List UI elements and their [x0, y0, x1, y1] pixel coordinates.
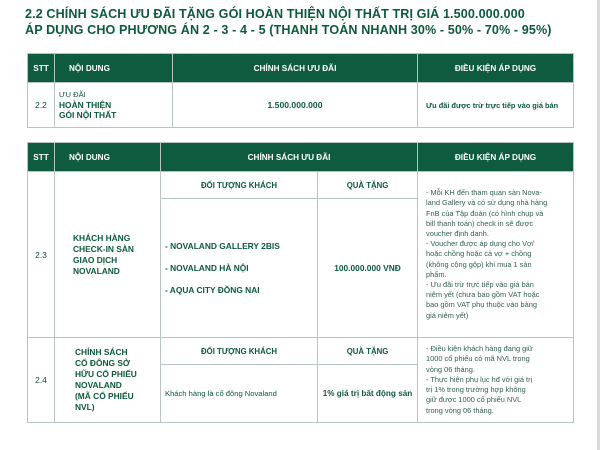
header-stt: STT: [28, 54, 55, 83]
section-heading: [25, 6, 595, 38]
row-title-line: NOVALAND: [73, 265, 120, 276]
row-stt: 2.3: [28, 172, 55, 338]
row-title: [55, 338, 161, 423]
content-prefix: ƯU ĐÃI: [59, 90, 86, 99]
condition-line: (không cộng gộp) khi mua 1 sản: [426, 259, 532, 269]
row-condition: Ưu đãi được trừ trực tiếp vào giá bán: [418, 83, 574, 128]
row-condition: [418, 338, 574, 423]
row-title-line: CHÍNH SÁCH: [75, 347, 128, 357]
condition-line: voucher định danh.: [426, 228, 489, 238]
subheader-target: ĐỐI TƯỢNG KHÁCH: [161, 172, 318, 199]
row-title-line: CHECK-IN SÀN: [73, 243, 134, 254]
subheader-target: ĐỐI TƯỢNG KHÁCH: [161, 338, 318, 365]
target-value: Khách hàng là cổ đông Novaland: [161, 365, 318, 423]
row-title-line: GIAO DỊCH: [73, 254, 118, 265]
header-condition: ĐIỀU KIỆN ÁP DỤNG: [418, 54, 574, 83]
table-header-row: [28, 54, 574, 83]
row-stt: 2.4: [28, 338, 55, 423]
condition-line: trị 1% trong trường hợp không: [426, 385, 526, 395]
condition-line: 1000 cổ phiếu có mã NVL trong: [426, 354, 530, 364]
condition-line: trong vòng 06 tháng.: [426, 405, 494, 415]
gift-value: 100.000.000 VNĐ: [318, 199, 418, 338]
row-title-line: KHÁCH HÀNG: [73, 232, 131, 243]
row-stt: 2.2: [28, 83, 55, 128]
policy-table-1: [27, 53, 574, 128]
table-row: [28, 172, 574, 199]
condition-line: - Thực hiện phụ lục hđ với giá trị: [426, 374, 533, 384]
condition-line: land Gallery và có sử dụng nhà hàng: [426, 198, 548, 208]
condition-line: FnB của Tập đoàn (có hình chụp và: [426, 208, 544, 218]
table-row: [28, 83, 574, 128]
header-policy: CHÍNH SÁCH ƯU ĐÃI: [173, 54, 418, 83]
header-stt: STT: [28, 143, 55, 172]
target-item: - NOVALAND HÀ NỘI: [165, 263, 249, 273]
content-main-1: HOÀN THIỆN: [59, 100, 112, 110]
condition-line: giá niêm yết): [426, 310, 469, 320]
row-title-line: (MÃ CỔ PHIẾU: [75, 391, 134, 401]
condition-line: bill thanh toán) check in sẽ được: [426, 218, 534, 228]
target-item: - AQUA CITY ĐỒNG NAI: [165, 285, 260, 295]
condition-line: - Ưu đãi trừ trực tiếp vào giá bán: [426, 280, 534, 289]
condition-line: phẩm.: [426, 269, 447, 279]
target-list: [161, 199, 318, 338]
condition-line: bao gồm VAT phụ thuộc vào bảng: [426, 300, 537, 310]
heading-line-2: ÁP DỤNG CHO PHƯƠNG ÁN 2 - 3 - 4 - 5 (THANH TOÁN NHANH 30% - 50% - 70% - 95%): [25, 23, 552, 37]
content-main-2: GÓI NỘI THẤT: [59, 110, 117, 120]
row-title-line: CỔ ĐÔNG SỞ: [75, 358, 131, 368]
header-content: NỘI DUNG: [55, 143, 161, 172]
condition-line: vòng 06 tháng.: [426, 364, 475, 374]
row-condition: [418, 172, 574, 338]
subheader-gift: QUÀ TẶNG: [318, 338, 418, 365]
header-content: NỘI DUNG: [55, 54, 173, 83]
policy-table-2: [27, 142, 574, 423]
condition-line: - Voucher được áp dụng cho Vợ/: [426, 239, 534, 249]
condition-line: - Mỗi KH đến tham quan sàn Nova-: [426, 188, 542, 198]
table-row: [28, 338, 574, 365]
gift-value: 1% giá trị bất động sản: [318, 365, 418, 423]
heading-line-1: 2.2 CHÍNH SÁCH ƯU ĐÃI TẶNG GÓI HOÀN THIỆN NỘI THẤT TRỊ GIÁ 1.500.000.000: [25, 7, 525, 21]
table-header-row: [28, 143, 574, 172]
condition-line: hoặc chồng hoặc cả vợ + chồng: [426, 249, 532, 259]
row-content: [55, 83, 173, 128]
row-title-line: HỮU CỔ PHIẾU: [75, 369, 137, 379]
condition-line: niêm yết (chưa bao gồm VAT hoặc: [426, 290, 540, 300]
header-condition: ĐIỀU KIỆN ÁP DỤNG: [418, 143, 574, 172]
condition-line: - Điều kiện khách hàng đang giữ: [426, 344, 533, 354]
row-title: [55, 172, 161, 338]
target-item: - NOVALAND GALLERY 2BIS: [165, 241, 280, 251]
row-title-line: NVL): [75, 402, 95, 412]
row-title-line: NOVALAND: [75, 380, 122, 390]
condition-line: giữ được 1000 cổ phiếu NVL: [426, 395, 522, 405]
subheader-gift: QUÀ TẶNG: [318, 172, 418, 199]
header-policy: CHÍNH SÁCH ƯU ĐÃI: [161, 143, 418, 172]
row-policy-value: 1.500.000.000: [173, 83, 418, 128]
